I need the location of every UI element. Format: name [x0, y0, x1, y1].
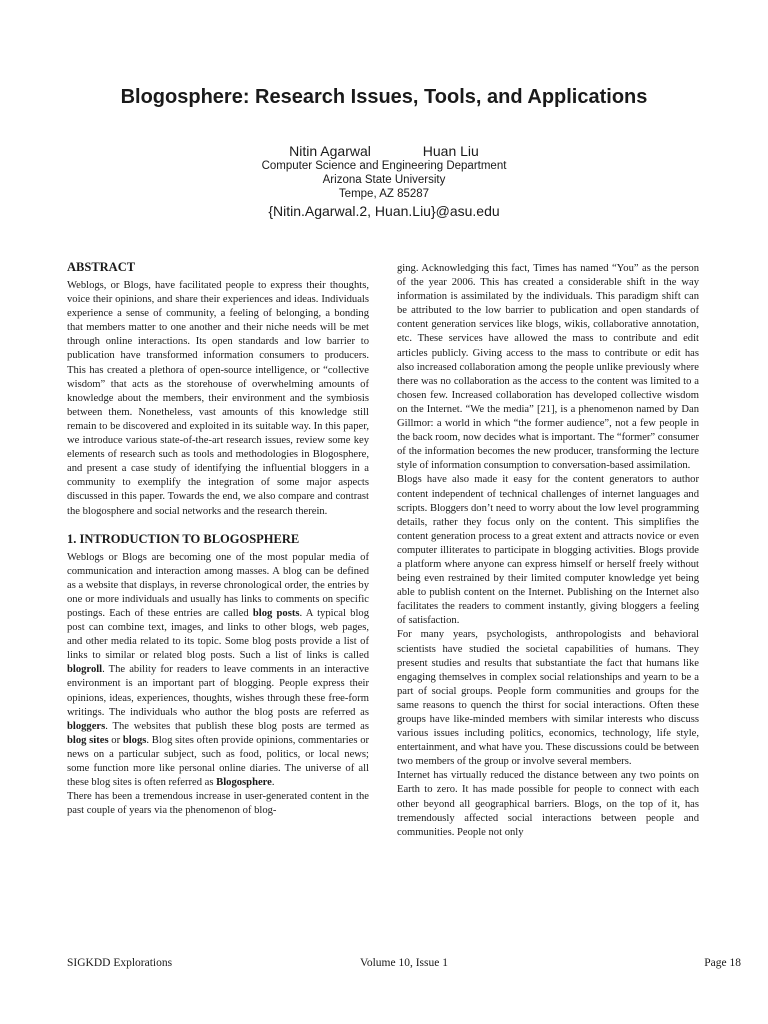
footer-page-number: Page 18 [704, 957, 741, 969]
abstract-heading: ABSTRACT [67, 260, 136, 274]
affiliation-university: Arizona State University [322, 174, 446, 186]
term-blogroll: blogroll [67, 664, 103, 676]
affiliation-city: Tempe, AZ 85287 [338, 188, 430, 200]
term-blogosphere: Blogosphere [216, 777, 272, 789]
affiliation-dept: Computer Science and Engineering Department [261, 160, 507, 172]
author-name: Huan Liu [422, 143, 479, 159]
footer-journal: SIGKDD Explorations [67, 957, 173, 969]
intro-paragraph-5: Internet has virtually reduced the distance between any two points on Earth to zero. It has made possible for people to connect with each other beyond all geographical barriers. Blogs, on the top of it, has tremendously affected social interactions between people and communities. People not only [397, 770, 699, 838]
author-list [0, 143, 768, 159]
term-blog-posts: blog posts [252, 607, 300, 619]
intro-paragraph-2-cont: ging. Acknowledging this fact, Times has named “You” as the person of the year 2006. This has created a considerable shift in the way information is assimilated by the individuals. This paradigm shift can be attributed to the low barrier to publication and open standards of content generation services like blogs, wikis, collaborative annotation, etc. These services have allowed the mass to contribute and edit articles publicly. Giving access to the mass to contribute or edit has also increased collaboration among the people unlike previously where there was no collaboration as the access to the content was limited to a chosen few. Increased collaboration has developed collective wisdom on the Internet. “We the media” [21], is a phenomenon named by Dan Gillmor: a world in which “the former audience”, not a few people in the back room, now decides what is important. The “former” consumer of the information becomes the new producer, transforming the lecture style of information consumption to conversation-based assimilation. [397, 263, 699, 472]
left-column [67, 259, 369, 818]
term-blog-sites: blog sites [67, 734, 109, 746]
affiliation [0, 159, 768, 201]
author-email: {Nitin.Agarwal.2, Huan.Liu}@asu.edu [268, 203, 500, 219]
intro-paragraph-2-start: There has been a tremendous increase in user-generated content in the past couple of years via the phenomenon of blog- [67, 791, 369, 817]
term-bloggers: bloggers [67, 720, 106, 732]
author-name: Nitin Agarwal [289, 143, 371, 159]
intro-paragraph-3: Blogs have also made it easy for the content generators to author content independent of technical challenges of internet languages and scripts. Bloggers don’t need to worry about the low level programming details, rather they focus only on the content. This simplifies the content generation process to a great extent and attracts novice or even computer illiterates to participate in blogging activities. Blogs provide a platform where anyone can express himself or herself freely without being even restrained by their limited computer knowledge yet being able to publish content on the Internet. Publishing on the Internet also facilitates the readers to comment instantly, giving bloggers a feeling of satisfaction. [397, 474, 699, 627]
paper-title: Blogosphere: Research Issues, Tools, and Applications [120, 86, 648, 108]
intro-paragraph-4: For many years, psychologists, anthropologists and behavioral scientists have studied the societal capabilities of humans. They present studies and results that substantiate the fact that humans like engaging themselves in complex social relationships and yearn to be a part of social groups. People form communities and groups for the same reasons to quench the thirst for social interactions. Often these groups have like-minded members with similar interests who discuss various issues including politics, economics, technology, life style, entertainment, and what have you. These discussions could be between two members of the group or involve several members. [397, 629, 699, 768]
abstract-text: Weblogs, or Blogs, have facilitated people to express their thoughts, voice their opinions, and share their experiences and ideas. Individuals experience a sense of community, a feeling of belonging, a bonding that members matter to one another and their niche needs will be met through online interactions. Its open standards and low barrier to publication have transformed information consumers to producers. This has created a plethora of open-source intelligence, or “collective wisdom” that acts as the storehouse of overwhelming amounts of knowledge about the members, their environment and the symbiosis between them. Nonetheless, vast amounts of this knowledge still remain to be discovered and exploited in its suitable way. In this paper, we introduce various state-of-the-art research issues, review some key elements of research such as tools and methodologies in Blogosphere, and present a case study of identifying the influential bloggers in a community to exemplify the integration of some major aspects discussed in this paper. Towards the end, we also compare and contrast the blogosphere and social networks and the research therein. [67, 280, 369, 517]
footer-volume: Volume 10, Issue 1 [360, 957, 448, 969]
term-blogs: blogs [122, 734, 147, 746]
right-column [397, 262, 699, 840]
intro-heading: 1. INTRODUCTION TO BLOGOSPHERE [67, 531, 300, 546]
intro-paragraph-1: Weblogs or Blogs are becoming one of the most popular media of communication and interaction among masses. A blog can be defined as a website that displays, in reverse chronological order, the entries by one or more individuals and usually has links to comments on specific postings. Each of these entries are called blog posts. A typical blog post can combine text, images, and links to other blogs, web pages, and other media related to its topic. Some blog posts provide a list of links to similar or related blog posts. Such a list of links is called blogroll. The ability for readers to leave comments in an interactive environment is an important part of blogging. People express their opinions, ideas, experiences, thoughts, wishes through these free-form writings. The individuals who author the blog posts are referred as bloggers. The websites that publish these blog posts are termed as blog sites or blogs. Blog sites often provide opinions, commentaries or news on a particular subject, such as food, politics, or local news; some function more like personal online diaries. The universe of all these blog sites is often referred as Blogosphere. [67, 551, 370, 789]
